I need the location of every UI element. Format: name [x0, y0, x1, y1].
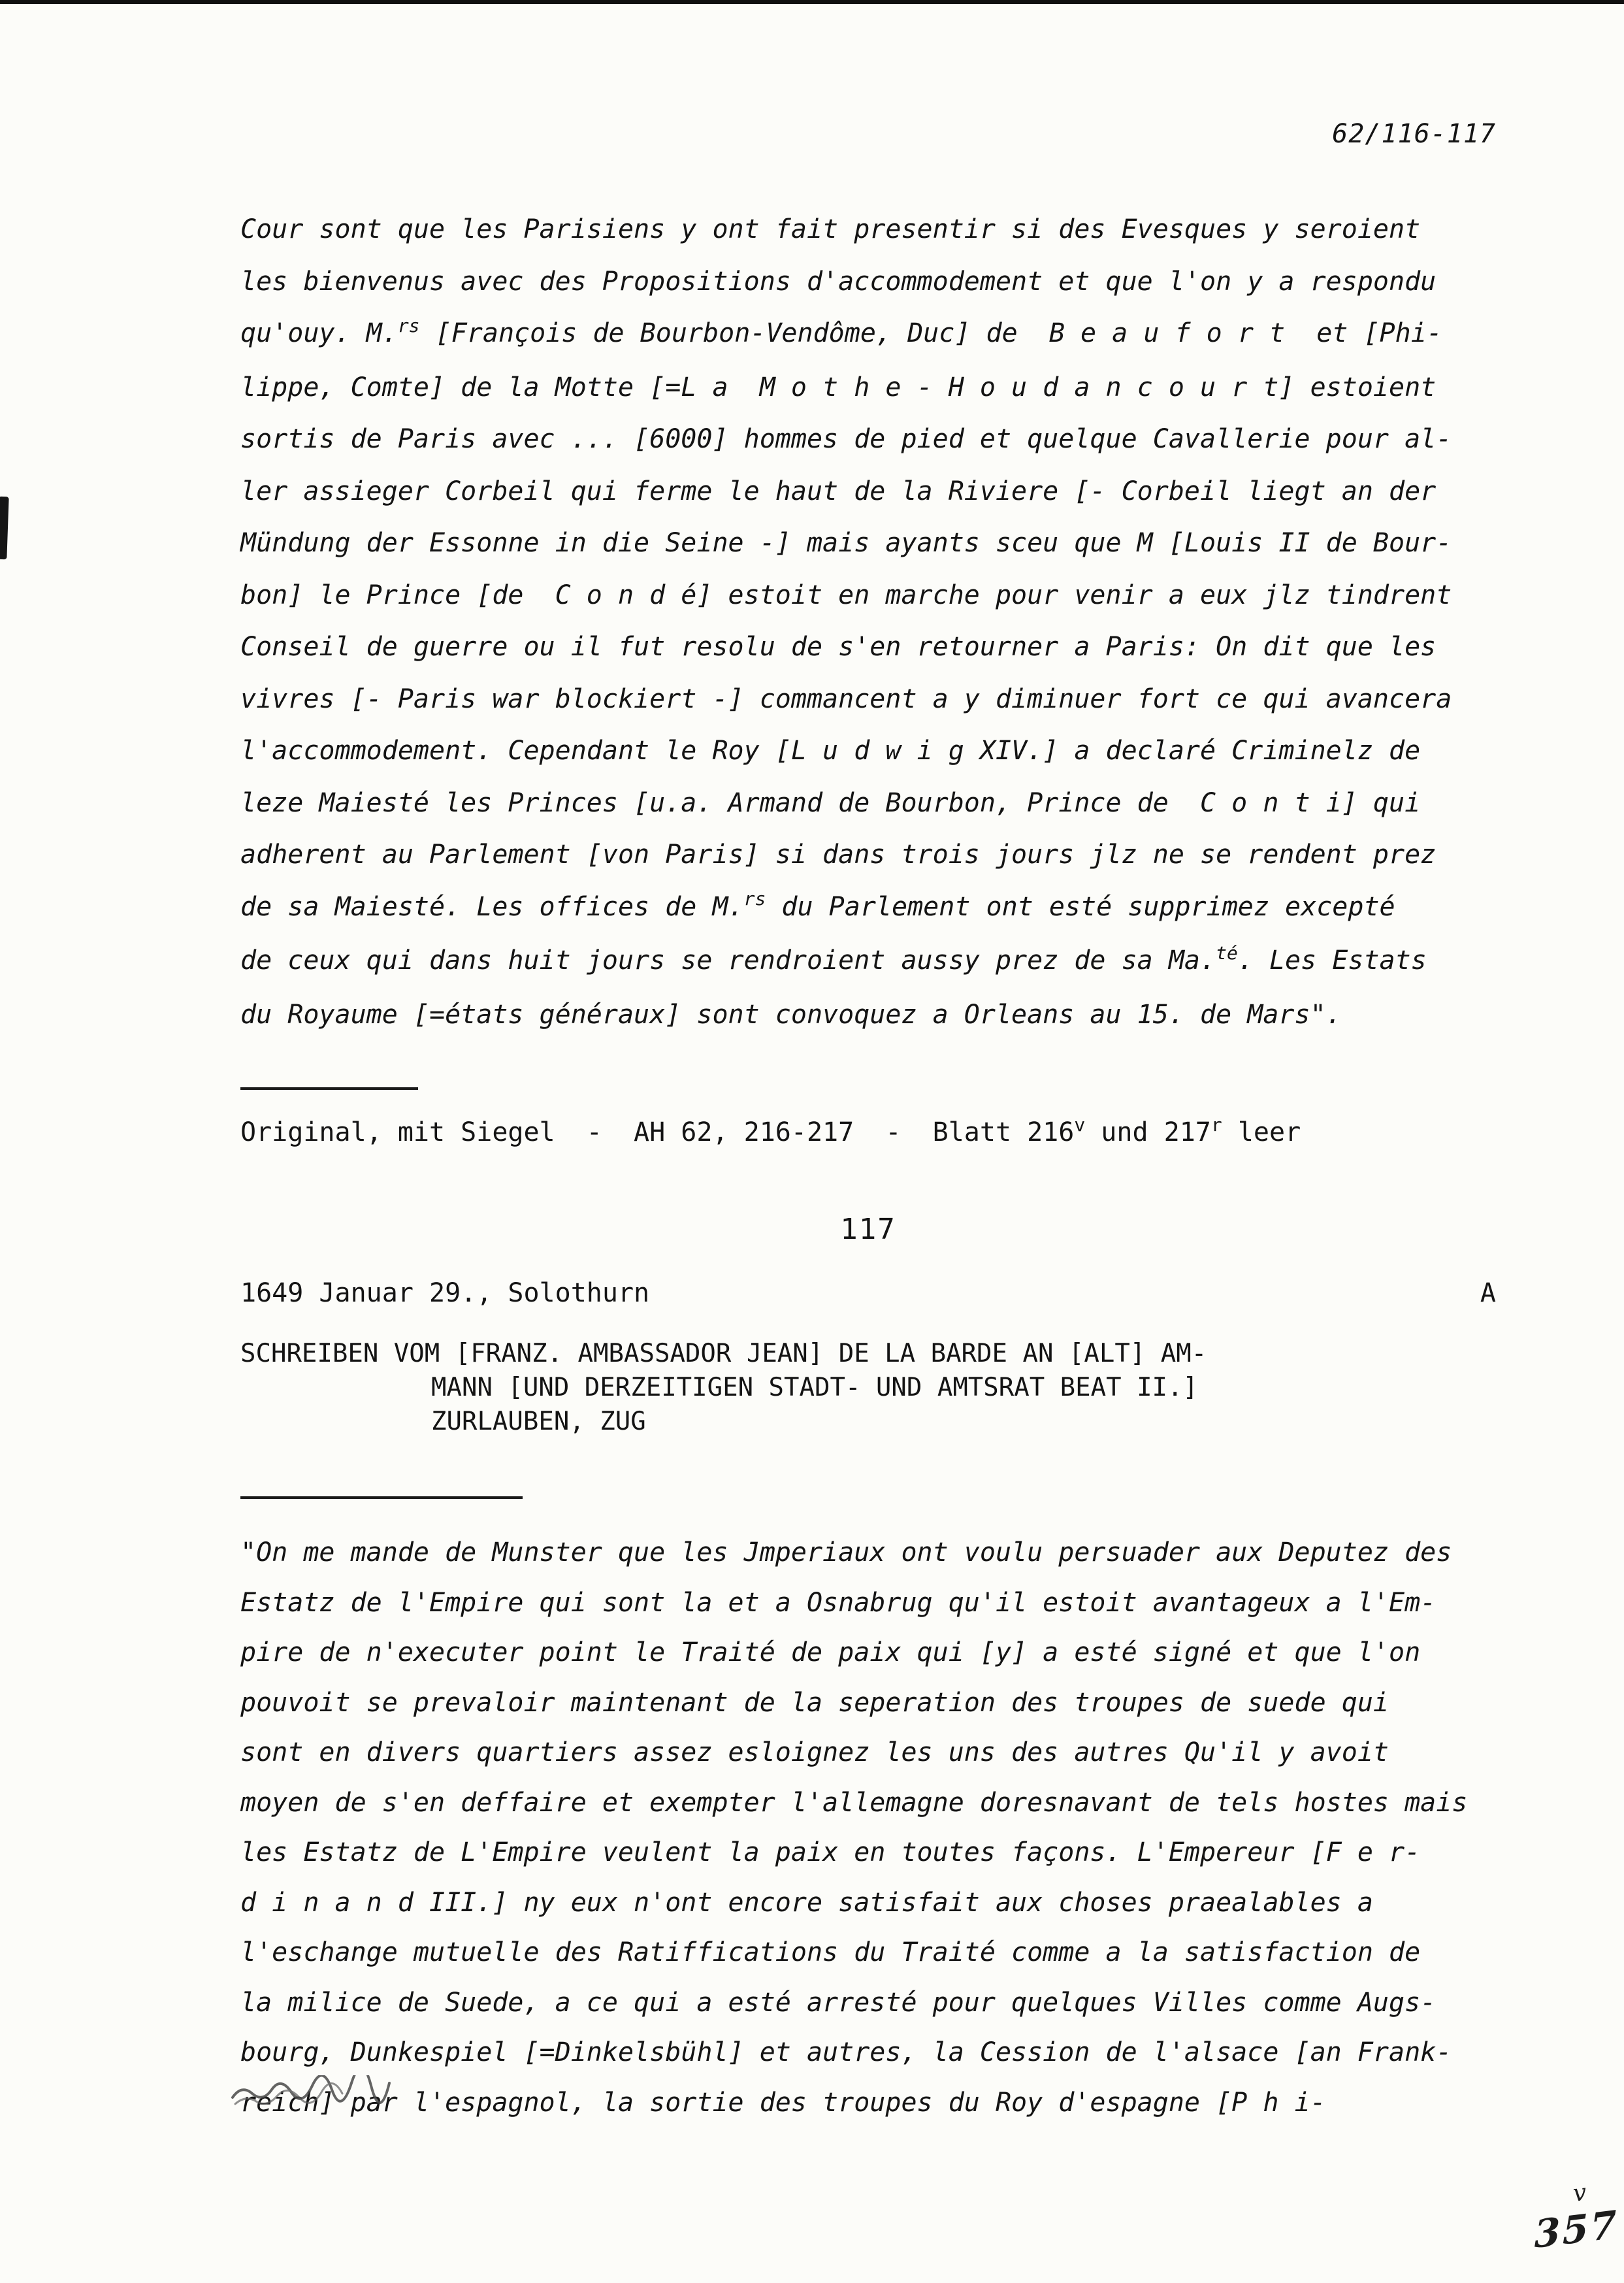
text-line: lippe, Comte] de la Motte [=L a M o t h e - H o u d a n c o u r t] estoient: [240, 372, 1437, 402]
source-citation: Original, mit Siegel - AH 62, 216-217 - Blatt 216$^v$ und 217$^r$ leer: [240, 1113, 1301, 1147]
text-line: Estatz de l'Empire qui sont la et a Osnabrug qu'il estoit avantageux a l'Em-: [240, 1587, 1437, 1618]
pencil-scribble-annotation: [229, 2075, 398, 2114]
text-line: sont en divers quartiers assez esloignez les uns des autres Qu'il y avoit: [240, 1737, 1389, 1767]
text-line: Mündung der Essonne in die Seine -] mais ayants sceu que M [Louis II de Bour-: [240, 528, 1452, 558]
text-line: d i n a n d III.] ny eux n'ont encore satisfait aux choses praealables a: [240, 1887, 1373, 1918]
text-line: ler assieger Corbeil qui ferme le haut de la Riviere [- Corbeil liegt an der: [240, 476, 1437, 506]
text-line: l'eschange mutuelle des Ratiffications du Traité comme a la satisfaction de: [240, 1937, 1421, 1967]
text-line: qu'ouy. M.$^{rs}$ [François de Bourbon-Vendôme, Duc] de B e a u f o r t et [Phi-: [240, 314, 1442, 348]
separator-rule: [240, 1496, 523, 1499]
text-line: de ceux qui dans huit jours se rendroient aussy prez de sa Ma.$^{té}$. Les Estats: [240, 942, 1427, 976]
title-line: MANN [UND DERZEITIGEN STADT- UND AMTSRAT BEAT II.]: [431, 1373, 1198, 1402]
entry-number: 117: [840, 1213, 896, 1246]
entry-dateline: [240, 1278, 1496, 1308]
text-line: moyen de s'en deffaire et exempter l'allemagne doresnavant de tels hostes mais: [240, 1787, 1468, 1818]
scan-edge-artifact: [0, 0, 1624, 4]
text-line: bourg, Dunkespiel [=Dinkelsbühl] et autres, la Cession de l'alsace [an Frank-: [240, 2037, 1452, 2067]
text-line: Conseil de guerre ou il fut resolu de s'en retourner a Paris: On dit que les: [240, 632, 1437, 662]
separator-rule: [240, 1087, 418, 1090]
series-mark: A: [1480, 1278, 1496, 1308]
text-line: les Estatz de L'Empire veulent la paix en toutes façons. L'Empereur [F e r-: [240, 1837, 1421, 1867]
text-line: de sa Maiesté. Les offices de M.$^{rs}$ du Parlement ont esté supprimez excepté: [240, 888, 1395, 922]
text-line: sortis de Paris avec ... [6000] hommes de pied et quelque Cavallerie pour al-: [240, 424, 1452, 454]
text-line: l'accommodement. Cependant le Roy [L u d w i g XIV.] a declaré Criminelz de: [240, 736, 1421, 766]
date-place: 1649 Januar 29., Solothurn: [240, 1278, 650, 1308]
scan-margin-artifact: [0, 497, 9, 559]
text-line: la milice de Suede, a ce qui a esté arresté pour quelques Villes comme Augs-: [240, 1987, 1437, 2018]
text-line: du Royaume [=états généraux] sont convoquez a Orleans au 15. de Mars".: [240, 999, 1342, 1030]
text-line: adherent au Parlement [von Paris] si dans trois jours jlz ne se rendent prez: [240, 840, 1437, 870]
title-line: ZURLAUBEN, ZUG: [431, 1407, 646, 1436]
text-line: pire de n'executer point le Traité de paix qui [y] a esté signé et que l'on: [240, 1637, 1421, 1667]
entry-117-body: [240, 1528, 1547, 2127]
text-line: les bienvenus avec des Propositions d'accommodement et que l'on y a respondu: [240, 266, 1437, 297]
text-line: vivres [- Paris war blockiert -] commancent a y diminuer fort ce qui avancera: [240, 683, 1452, 714]
text-line: Cour sont que les Parisiens y ont fait presentir si des Evesques y seroient: [240, 214, 1421, 244]
folio-number: 62/116-117: [1332, 119, 1496, 149]
handwritten-verso-mark: v: [1571, 2179, 1588, 2207]
text-line: bon] le Prince [de C o n d é] estoit en marche pour venir a eux jlz tindrent: [240, 580, 1452, 610]
entry-title: [240, 1337, 1207, 1439]
handwritten-foliation-number: 357: [1533, 2201, 1619, 2258]
title-line: SCHREIBEN VOM [FRANZ. AMBASSADOR JEAN] DE LA BARDE AN [ALT] AM-: [240, 1339, 1207, 1368]
text-line: pouvoit se prevaloir maintenant de la seperation des troupes de suede qui: [240, 1687, 1389, 1718]
text-line: leze Maiesté les Princes [u.a. Armand de Bourbon, Prince de C o n t i] qui: [240, 787, 1421, 818]
entry-116-body: [240, 204, 1547, 1041]
text-line: "On me mande de Munster que les Jmperiaux ont voulu persuader aux Deputez des: [240, 1537, 1452, 1568]
text-line: reich] par l'espagnol, la sortie des troupes du Roy d'espagne [P h i-: [240, 2087, 1326, 2118]
